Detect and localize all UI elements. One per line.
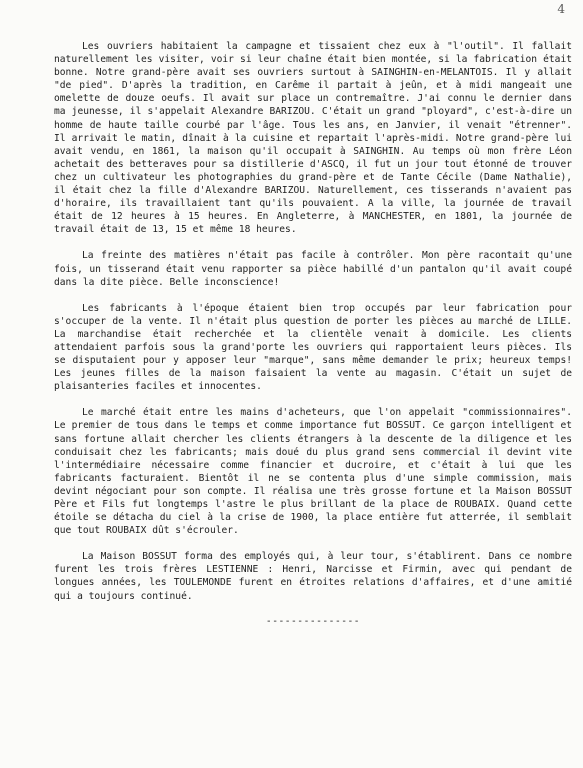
paragraph-commissionnaires: Le marché était entre les mains d'acheteurs, que l'on appelait "commissionnaires". Le premier de tous dans le temps et comme importance fut BOSSUT. Ce garçon intelligent et sans fortune allait chercher les clients étrangers à la descente de la diligence et les conduisait chez les fabricants; mais doué du plus grand sens commercial il devint vite l'intermédiaire nécessaire comme financier et ducroire, et c'était à lui que les fabricants facturaient. Bientôt il ne se contenta plus d'une simple commission, mais devint négociant pour son compte. Il réalisa une très grosse fortune et la Maison BOSSUT Père et Fils fut longtemps l'astre le plus brillant de la place de ROUBAIX. Quand cette étoile se détacha du ciel à la crise de 1900, la place entière fut atterrée, il semblait que tout ROUBAIX dût s'écrouler. (54, 407, 572, 537)
paragraph-freinte: La freinte des matières n'était pas facile à contrôler. Mon père racontait qu'une fois, un tisserand était venu rapporter sa pièce habillé d'un pantalon qu'il avait coupé dans la dite pièce. Belle inconscience! (54, 250, 572, 288)
separator-line: --------------- (265, 615, 361, 627)
paragraph-fabricants: Les fabricants à l'époque étaient bien trop occupés par leur fabrication pour s'occuper de la vente. Il n'était plus question de porter les pièces au marché de LILLE. La marchandise était recherchée et la clientèle venait à domicile. Les clients attendaient parfois sous la grand'porte les ouvriers qui rapportaient leurs pièces. Ils se disputaient pour y apposer leur "marque", sans même demander le prix; heureux temps! Les jeunes filles de la maison faisaient la vente au magasin. C'était un sujet de plaisanteries faciles et innocentes. (54, 302, 572, 393)
page-number: 4 (557, 2, 565, 16)
paragraph-maison-bossut: La Maison BOSSUT forma des employés qui, à leur tour, s'établirent. Dans ce nombre furent les trois frères LESTIENNE : Henri, Narcisse et Firmin, avec qui pendant de longues années, les TOULEMONDE furent en étroites relations d'affaires, et d'une amitié qui a toujours continué. (54, 551, 572, 602)
paragraph-outil: Les ouvriers habitaient la campagne et tissaient chez eux à "l'outil". Il fallait naturellement les visiter, voir si leur chaîne était bien montée, si la fabrication était bonne. Notre grand-père avait ses ouvriers surtout à SAINGHIN-en-MELANTOIS. Il y allait "de pied". D'après la tradition, en Carême il partait à jeûn, et à midi mangeait une omelette de douze oeufs. Il avait sur place un contremaître. J'ai connu le dernier dans ma jeunesse, il s'appelait Alexandre BARIZOU. C'était un grand "ployard", c'est-à-dire un homme de haute taille courbé par l'âge. Tous les ans, en Janvier, il venait "étrenner". Il arrivait le matin, dînait à la cuisine et repartait l'après-midi. Notre grand-père lui avait vendu, en 1861, la maison qu'il occupait à SAINGHIN. Au temps où mon frère Léon achetait des betteraves pour sa distillerie d'ASCQ, il fut un jour tout étonné de trouver chez un cultivateur les photographies du grand-père et de Tante Cécile (Dame Nathalie), il était chez la fille d'Alexandre BARIZOU. Naturellement, ces tisserands n'avaient pas d'horaire, ils travaillaient tant qu'ils pouvaient. A la ville, la journée de travail était de 12 heures à 15 heures. En Angleterre, à MANCHESTER, en 1801, la journée de travail était de 13, 15 et même 18 heures. (54, 41, 572, 236)
document-body (54, 40, 572, 627)
